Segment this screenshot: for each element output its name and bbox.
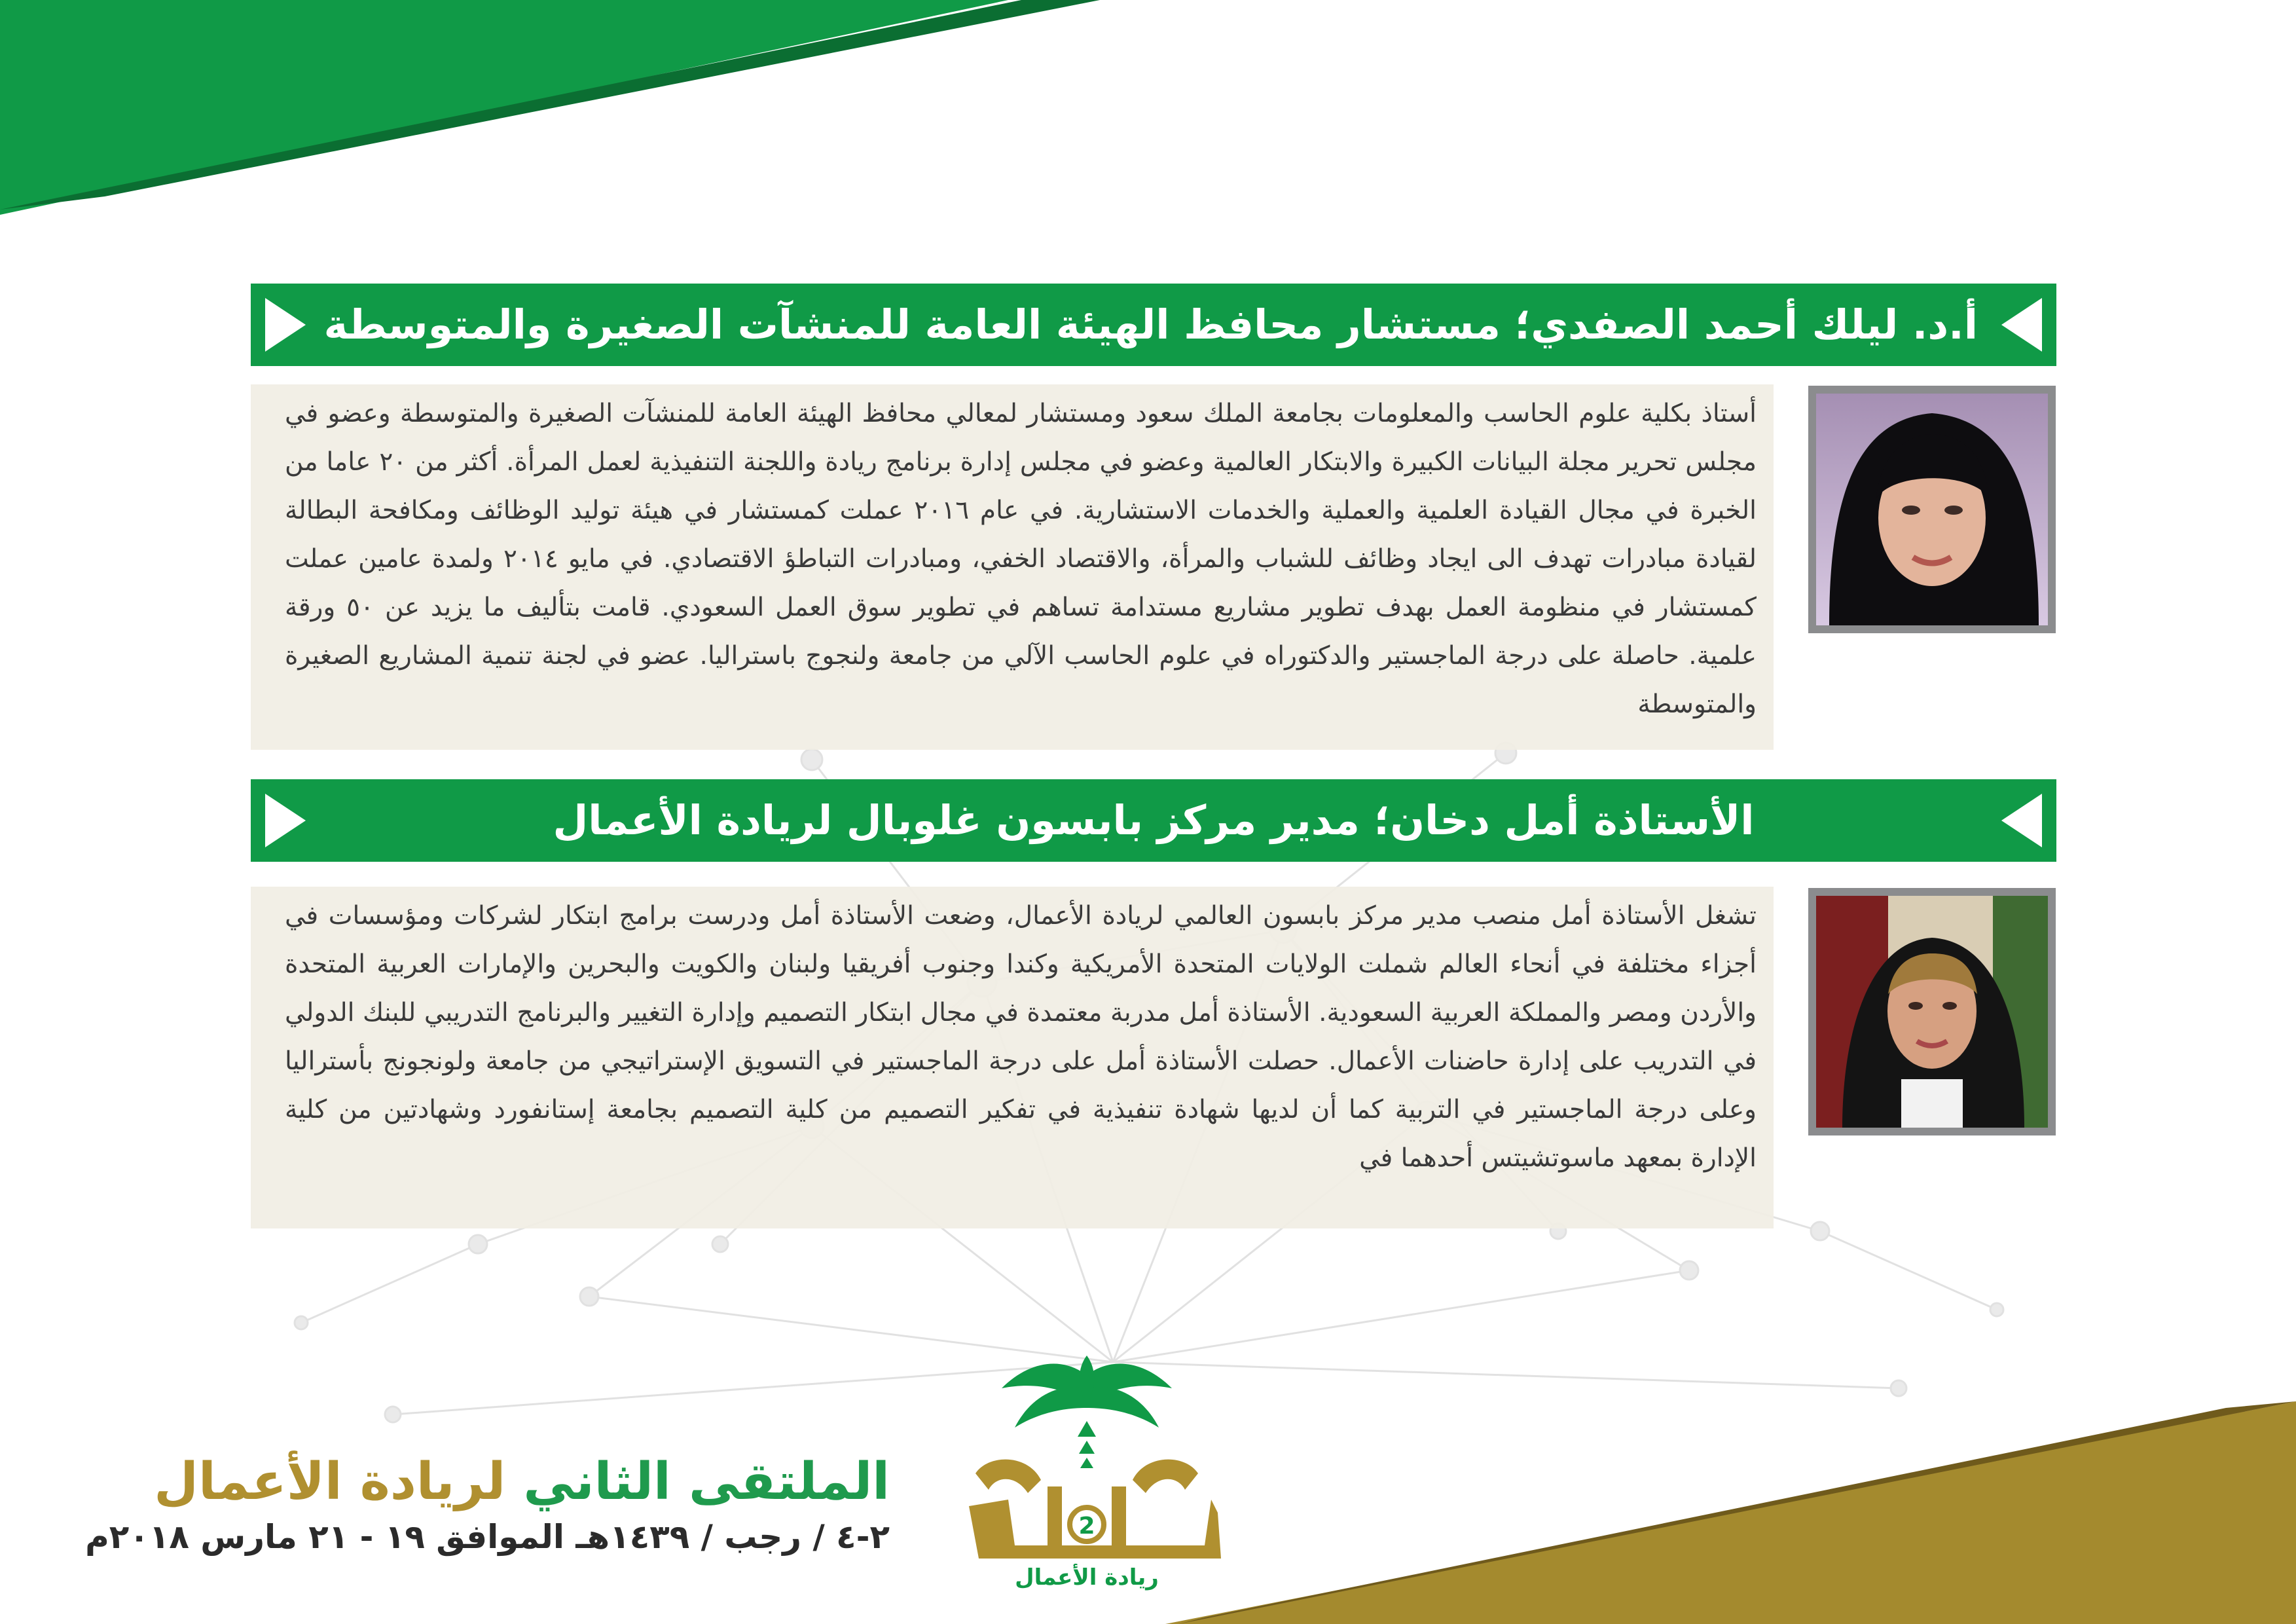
palm-swords-logo-icon [930,1349,1244,1591]
event-title-main: الملتقى الثاني [505,1452,890,1511]
logo-text: ريادة الأعمال [1015,1564,1159,1591]
speaker-2-bio: تشغل الأستاذة أمل منصب مدير مركز بابسون العالمي لريادة الأعمال، وضعت الأستاذة أمل ودرست برامج ابتكار لشركات ومؤسسات في أجزاء مختلفة في أنحاء العالم شملت الولايات المتحدة الأمريكية وكندا وجنوب أفريقيا ولبنان والكويت والبحرين والإمارات العربية المتحدة والأردن ومصر والمملكة العربية السعودية. الأستاذة أمل مدربة معتمدة في مجال ابتكار التصميم وإدارة التغيير والبرنامج التدريبي للبنك الدولي في التدريب على إدارة حاضنات الأعمال. حصلت الأستاذة أمل على درجة الماجستير في التسويق الإستراتيجي من جامعة ولونجونج بأستراليا وعلى درجة الماجستير في التربية كما أن لديها شهادة تنفيذية في تفكير التصميم من كلية التصميم بجامعة إستانفورد وشهادتين من كلية الإدارة بمعهد ماسوتشيتس أحدهما في [285,901,1757,1173]
woman-portrait-icon [1816,896,2048,1128]
speaker-2-bio-card [251,887,1774,1228]
event-date: ٢-٤ / رجب / ١٤٣٩هـ الموافق ١٩ - ٢١ مارس ٢٠١٨م [85,1518,890,1556]
event-title [154,1452,890,1511]
speaker-1-photo [1808,386,2056,633]
speaker-1-bio-card [251,384,1774,750]
speaker-1-title: أ.د. ليلك أحمد الصفدي؛ مستشار محافظ الهيئة العامة للمنشآت الصغيرة والمتوسطة [323,301,1978,348]
speaker-1-title-banner [251,284,2056,366]
speaker-2-title-banner [251,779,2056,862]
arrow-left-icon [2001,794,2042,847]
logo-number: 2 [1078,1513,1095,1540]
arrow-right-icon [265,794,306,847]
speaker-1-bio: أستاذ بكلية علوم الحاسب والمعلومات بجامعة الملك سعود ومستشار لمعالي محافظ الهيئة العامة للمنشآت الصغيرة والمتوسطة وعضو في مجلس تحرير مجلة البيانات الكبيرة والابتكار العالمية وعضو في مجلس إدارة برنامج ريادة واللجنة التنفيذية لعمل المرأة. أكثر من ٢٠ عاما من الخبرة في مجال القيادة العلمية والعملية والخدمات الاستشارية. في عام ٢٠١٦ عملت كمستشار في هيئة توليد الوظائف ومكافحة البطالة لقيادة مبادرات تهدف الى ايجاد وظائف للشباب والمرأة، والاقتصاد الخفي، ومبادرات التباطؤ الاقتصادي. في مايو ٢٠١٤ ولمدة عامين عملت كمستشار في منظومة العمل بهدف تطوير مشاريع مستدامة تساهم في تطوير سوق العمل السعودي. قامت بتأليف ما يزيد عن ٥٠ ورقة علمية. حاصلة على درجة الماجستير والدكتوراه في علوم الحاسب الآلي من جامعة ولنجوج باستراليا. عضو في لجنة تنمية المشاريع الصغيرة والمتوسطة [285,399,1757,719]
speaker-2-title: الأستاذة أمل دخان؛ مدير مركز بابسون غلوبال لريادة الأعمال [553,796,1755,844]
woman-portrait-icon [1816,394,2048,625]
speaker-2-photo [1808,888,2056,1135]
event-title-accent: لريادة الأعمال [154,1452,506,1511]
arrow-right-icon [265,298,306,352]
arrow-left-icon [2001,298,2042,352]
